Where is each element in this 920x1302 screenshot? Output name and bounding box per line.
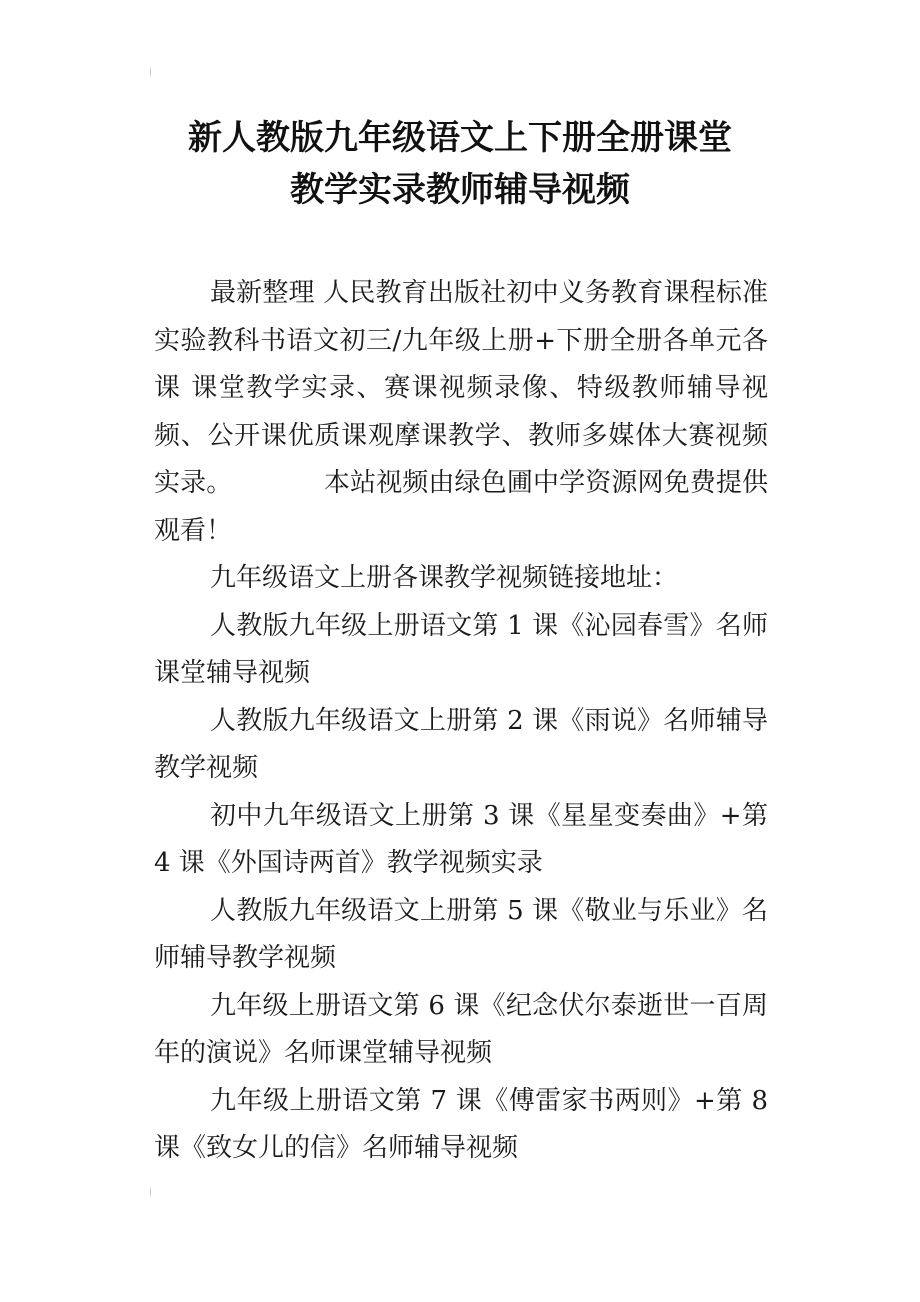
- lesson-item: 九年级上册语文第 6 课《纪念伏尔泰逝世一百周年的演说》名师课堂辅导视频: [154, 990, 768, 1068]
- lesson-item: 初中九年级语文上册第 3 课《星星变奏曲》+第 4 课《外国诗两首》教学视频实录: [154, 800, 768, 878]
- lesson-item: 九年级上册语文第 7 课《傅雷家书两则》+第 8 课《致女儿的信》名师辅导视频: [154, 1085, 768, 1163]
- crop-mark-bottom: [150, 1188, 157, 1196]
- document-body: [154, 270, 768, 1173]
- lesson-item: 人教版九年级语文上册第 5 课《敬业与乐业》名师辅导教学视频: [154, 895, 768, 973]
- section-heading: 九年级语文上册各课教学视频链接地址：: [210, 563, 679, 593]
- document-title: [110, 112, 810, 216]
- crop-mark-top: [150, 68, 157, 76]
- title-line-2: 教学实录教师辅导视频: [290, 170, 630, 210]
- title-line-1: 新人教版九年级语文上下册全册课堂: [188, 118, 732, 158]
- lesson-item: 人教版九年级语文上册第 2 课《雨说》名师辅导教学视频: [154, 705, 768, 783]
- intro-paragraph: 最新整理 人民教育出版社初中义务教育课程标准实验教科书语文初三/九年级上册+下册全册各单元各课 课堂教学实录、赛课视频录像、特级教师辅导视频、公开课优质课观摩课教学、教师多媒体大赛视频实录。 本站视频由绿色圃中学资源网免费提供观看！: [154, 278, 768, 546]
- lesson-item: 人教版九年级上册语文第 1 课《沁园春雪》名师课堂辅导视频: [154, 610, 768, 688]
